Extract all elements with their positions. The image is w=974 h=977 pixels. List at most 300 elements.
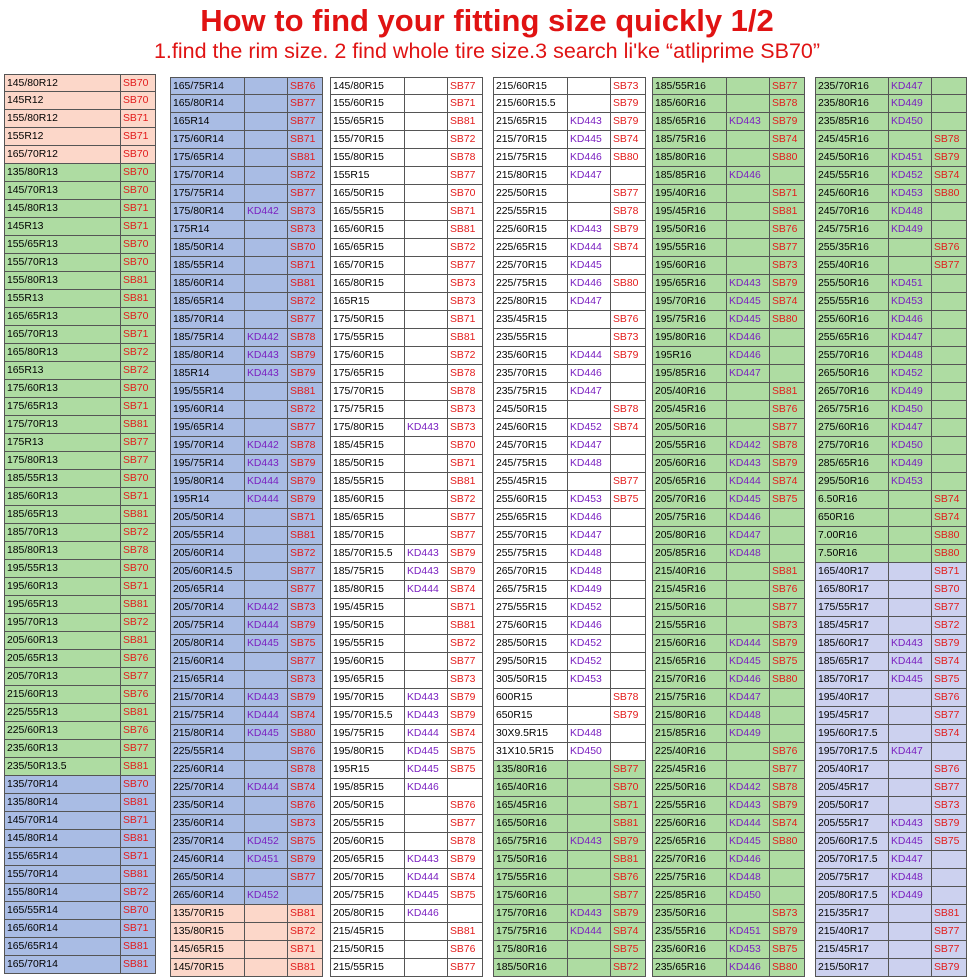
kd-model-cell: KD444 <box>244 779 287 796</box>
sb-model-cell <box>610 167 646 184</box>
table-row <box>170 131 323 149</box>
sb-model-cell: SB70 <box>447 185 483 202</box>
table-row <box>170 329 323 347</box>
table-row <box>815 779 967 797</box>
table-row <box>4 344 156 362</box>
tire-size-cell: 295/50R15 <box>493 653 567 670</box>
tire-size-cell: 205/85R16 <box>652 545 726 562</box>
table-row <box>815 833 967 851</box>
sb-model-cell: SB77 <box>447 815 483 832</box>
tire-size-cell: 135/70R14 <box>4 776 120 793</box>
kd-model-cell: KD442 <box>726 437 769 454</box>
table-row <box>493 959 646 977</box>
kd-model-cell <box>404 203 447 220</box>
table-row <box>330 95 483 113</box>
table-row <box>4 578 156 596</box>
kd-model-cell: KD447 <box>888 743 931 760</box>
kd-model-cell: KD445 <box>726 833 769 850</box>
kd-model-cell <box>244 743 287 760</box>
sb-model-cell: SB70 <box>120 902 156 919</box>
kd-model-cell <box>726 761 769 778</box>
kd-model-cell: KD448 <box>726 707 769 724</box>
tire-size-cell: 225/85R16 <box>652 887 726 904</box>
tire-size-cell: 285/65R16 <box>815 455 888 472</box>
sb-model-cell: SB74 <box>931 725 967 742</box>
sb-model-cell: SB73 <box>447 419 483 436</box>
table-row <box>493 401 646 419</box>
sb-model-cell: SB81 <box>287 149 323 166</box>
tire-size-cell: 225/50R15 <box>493 185 567 202</box>
table-row <box>493 779 646 797</box>
tire-size-cell: 165/50R16 <box>493 815 567 832</box>
tire-size-cell: 195/60R16 <box>652 257 726 274</box>
sb-model-cell: SB74 <box>769 473 805 490</box>
kd-model-cell: KD444 <box>404 869 447 886</box>
tire-size-cell: 175/70R13 <box>4 416 120 433</box>
kd-model-cell: KD453 <box>888 473 931 490</box>
kd-model-cell: KD447 <box>888 419 931 436</box>
tire-size-cell: 185/65R15 <box>330 509 404 526</box>
sb-model-cell: SB73 <box>447 671 483 688</box>
sb-model-cell: SB81 <box>447 473 483 490</box>
tire-size-cell: 195/85R16 <box>652 365 726 382</box>
kd-model-cell: KD443 <box>567 221 610 238</box>
sb-model-cell: SB80 <box>769 311 805 328</box>
table-row <box>815 113 967 131</box>
tire-size-cell: 255/50R16 <box>815 275 888 292</box>
sb-model-cell <box>931 203 967 220</box>
tire-size-cell: 245/70R15 <box>493 437 567 454</box>
kd-model-cell: KD447 <box>888 851 931 868</box>
table-row <box>815 761 967 779</box>
kd-model-cell <box>244 419 287 436</box>
sb-model-cell: SB77 <box>769 761 805 778</box>
sb-model-cell: SB75 <box>769 941 805 958</box>
tire-size-cell: 165/70R14 <box>4 956 120 973</box>
sb-model-cell <box>931 221 967 238</box>
sb-model-cell: SB75 <box>610 941 646 958</box>
tire-size-cell: 295/50R16 <box>815 473 888 490</box>
table-row <box>815 365 967 383</box>
sb-model-cell <box>610 563 646 580</box>
tire-size-cell: 235/50R16 <box>652 905 726 922</box>
table-row <box>493 761 646 779</box>
kd-model-cell <box>404 383 447 400</box>
tire-size-cell: 135/80R16 <box>493 761 567 778</box>
tire-size-cell: 195/65R15 <box>330 671 404 688</box>
table-row <box>815 95 967 113</box>
kd-model-cell <box>404 923 447 940</box>
tire-size-cell: 185/45R17 <box>815 617 888 634</box>
kd-model-cell: KD449 <box>888 95 931 112</box>
sb-model-cell: SB73 <box>447 401 483 418</box>
kd-model-cell <box>244 959 287 976</box>
sb-model-cell: SB81 <box>120 956 156 973</box>
kd-model-cell <box>567 401 610 418</box>
kd-model-cell: KD446 <box>404 905 447 922</box>
sb-model-cell <box>769 869 805 886</box>
tire-size-cell: 205/75R16 <box>652 509 726 526</box>
table-row <box>330 815 483 833</box>
kd-model-cell: KD447 <box>726 689 769 706</box>
tire-size-cell: 225/75R16 <box>652 869 726 886</box>
table-row <box>815 635 967 653</box>
kd-model-cell: KD448 <box>888 869 931 886</box>
table-row <box>815 923 967 941</box>
tire-size-cell: 245/45R16 <box>815 131 888 148</box>
table-row <box>170 473 323 491</box>
sb-model-cell: SB73 <box>769 257 805 274</box>
table-row <box>652 203 805 221</box>
table-row <box>815 491 967 509</box>
tire-size-cell: 145R13 <box>4 218 120 235</box>
sb-model-cell: SB81 <box>447 923 483 940</box>
table-row <box>493 923 646 941</box>
tire-size-cell: 205/50R15 <box>330 797 404 814</box>
table-row <box>652 95 805 113</box>
tire-size-cell: 185/75R14 <box>170 329 244 346</box>
sb-model-cell: SB71 <box>287 509 323 526</box>
kd-model-cell <box>567 959 610 976</box>
sb-model-cell: SB78 <box>769 95 805 112</box>
kd-model-cell <box>888 761 931 778</box>
sb-model-cell: SB80 <box>769 671 805 688</box>
sb-model-cell: SB77 <box>931 779 967 796</box>
kd-model-cell <box>404 329 447 346</box>
tire-size-cell: 205/40R17 <box>815 761 888 778</box>
tire-size-cell: 175/50R16 <box>493 851 567 868</box>
table-row <box>493 563 646 581</box>
table-row <box>170 635 323 653</box>
kd-model-cell <box>888 617 931 634</box>
sb-model-cell <box>610 257 646 274</box>
sb-model-cell: SB77 <box>447 959 483 976</box>
sb-model-cell: SB71 <box>120 920 156 937</box>
table-row <box>4 110 156 128</box>
table-row <box>330 923 483 941</box>
tire-size-cell: 165/80R14 <box>170 95 244 112</box>
kd-model-cell <box>244 257 287 274</box>
table-row <box>493 851 646 869</box>
kd-model-cell: KD446 <box>404 779 447 796</box>
table-row <box>652 473 805 491</box>
kd-model-cell <box>244 815 287 832</box>
table-row <box>493 347 646 365</box>
kd-model-cell <box>726 617 769 634</box>
table-row <box>652 437 805 455</box>
table-row <box>815 401 967 419</box>
table-row <box>815 815 967 833</box>
sb-model-cell: SB80 <box>610 275 646 292</box>
kd-model-cell: KD445 <box>404 761 447 778</box>
kd-model-cell: KD450 <box>888 437 931 454</box>
sb-model-cell: SB76 <box>447 941 483 958</box>
tire-size-cell: 175/70R15 <box>330 383 404 400</box>
table-row <box>815 131 967 149</box>
table-row <box>815 203 967 221</box>
tire-size-cell: 195/85R15 <box>330 779 404 796</box>
tire-size-cell: 205/70R16 <box>652 491 726 508</box>
kd-model-cell: KD452 <box>567 419 610 436</box>
tire-size-cell: 235/50R14 <box>170 797 244 814</box>
tire-size-cell: 275/60R16 <box>815 419 888 436</box>
sb-model-cell: SB71 <box>120 812 156 829</box>
table-row <box>330 959 483 977</box>
kd-model-cell: KD444 <box>244 473 287 490</box>
sb-model-cell: SB73 <box>447 293 483 310</box>
table-row <box>4 722 156 740</box>
table-row <box>4 434 156 452</box>
sb-model-cell: SB71 <box>120 398 156 415</box>
table-row <box>4 146 156 164</box>
table-row <box>493 491 646 509</box>
sb-model-cell: SB79 <box>287 347 323 364</box>
tire-size-cell: 195R14 <box>170 491 244 508</box>
table-row <box>652 779 805 797</box>
kd-model-cell <box>244 311 287 328</box>
table-row <box>815 617 967 635</box>
kd-model-cell: KD447 <box>567 527 610 544</box>
tire-size-cell: 225/55R16 <box>652 797 726 814</box>
table-row <box>493 95 646 113</box>
kd-model-cell: KD451 <box>726 923 769 940</box>
table-row <box>170 257 323 275</box>
sb-model-cell <box>287 887 323 904</box>
tire-size-cell: 245/70R16 <box>815 203 888 220</box>
sb-model-cell: SB80 <box>769 149 805 166</box>
sb-model-cell: SB73 <box>287 203 323 220</box>
sb-model-cell <box>769 689 805 706</box>
sb-model-cell: SB76 <box>447 797 483 814</box>
tire-size-cell: 265/75R16 <box>815 401 888 418</box>
table-row <box>493 365 646 383</box>
kd-model-cell: KD445 <box>726 653 769 670</box>
kd-model-cell: KD448 <box>567 725 610 742</box>
table-row <box>652 383 805 401</box>
kd-model-cell: KD442 <box>244 437 287 454</box>
sb-model-cell: SB76 <box>769 581 805 598</box>
tire-size-cell: 225/70R15 <box>493 257 567 274</box>
table-row <box>170 527 323 545</box>
sb-model-cell: SB72 <box>120 362 156 379</box>
table-row <box>4 470 156 488</box>
tire-size-cell: 235/55R15 <box>493 329 567 346</box>
tire-size-cell: 135/80R13 <box>4 164 120 181</box>
sb-model-cell: SB76 <box>931 689 967 706</box>
tire-size-cell: 165/40R17 <box>815 563 888 580</box>
tire-size-cell: 225/55R15 <box>493 203 567 220</box>
table-row <box>4 272 156 290</box>
table-row <box>652 887 805 905</box>
table-row <box>652 671 805 689</box>
sb-model-cell <box>610 671 646 688</box>
sb-model-cell: SB81 <box>120 272 156 289</box>
kd-model-cell <box>567 473 610 490</box>
table-row <box>493 419 646 437</box>
kd-model-cell: KD450 <box>888 113 931 130</box>
table-row <box>493 653 646 671</box>
kd-model-cell: KD449 <box>888 383 931 400</box>
tire-size-cell: 225/65R16 <box>652 833 726 850</box>
kd-model-cell <box>726 149 769 166</box>
kd-model-cell <box>567 311 610 328</box>
sb-model-cell: SB72 <box>447 635 483 652</box>
tire-size-cell: 215/80R16 <box>652 707 726 724</box>
kd-model-cell <box>244 383 287 400</box>
tire-size-cell: 195/70R17.5 <box>815 743 888 760</box>
sb-model-cell: SB81 <box>120 506 156 523</box>
kd-model-cell <box>404 131 447 148</box>
tire-size-cell: 185/70R17 <box>815 671 888 688</box>
table-row <box>815 347 967 365</box>
tire-size-cell: 195/55R15 <box>330 635 404 652</box>
table-row <box>815 689 967 707</box>
tire-size-cell: 215/70R14 <box>170 689 244 706</box>
sb-model-cell: SB78 <box>287 437 323 454</box>
tire-size-cell: 215/40R17 <box>815 923 888 940</box>
table-row <box>652 77 805 95</box>
table-row <box>170 941 323 959</box>
kd-model-cell <box>888 923 931 940</box>
table-row <box>815 455 967 473</box>
tire-size-cell: 235/60R15 <box>493 347 567 364</box>
sb-model-cell: SB71 <box>447 203 483 220</box>
kd-model-cell: KD443 <box>888 815 931 832</box>
kd-model-cell: KD445 <box>244 725 287 742</box>
table-row <box>170 347 323 365</box>
tire-size-cell: 265/50R14 <box>170 869 244 886</box>
sb-model-cell <box>610 365 646 382</box>
table-row <box>815 725 967 743</box>
tire-size-cell: 235/75R15 <box>493 383 567 400</box>
sb-model-cell: SB81 <box>447 113 483 130</box>
sb-model-cell: SB77 <box>610 473 646 490</box>
table-row <box>330 509 483 527</box>
kd-model-cell: KD452 <box>567 599 610 616</box>
sb-model-cell <box>931 869 967 886</box>
sb-model-cell: SB76 <box>120 722 156 739</box>
sb-model-cell: SB77 <box>610 185 646 202</box>
sb-model-cell: SB72 <box>120 614 156 631</box>
kd-model-cell <box>888 131 931 148</box>
table-row <box>4 560 156 578</box>
table-row <box>170 239 323 257</box>
table-row <box>493 257 646 275</box>
kd-model-cell <box>404 239 447 256</box>
tire-size-cell: 255/45R15 <box>493 473 567 490</box>
sb-model-cell: SB75 <box>931 833 967 850</box>
tire-size-cell: 175/60R14 <box>170 131 244 148</box>
sb-model-cell: SB71 <box>287 941 323 958</box>
kd-model-cell: KD443 <box>888 635 931 652</box>
table-row <box>815 329 967 347</box>
tire-size-cell: 205/80R17.5 <box>815 887 888 904</box>
tire-size-cell: 31X10.5R15 <box>493 743 567 760</box>
table-row <box>493 311 646 329</box>
table-row <box>330 185 483 203</box>
table-row <box>815 311 967 329</box>
tire-size-cell: 205/60R14.5 <box>170 563 244 580</box>
tire-size-cell: 255/60R16 <box>815 311 888 328</box>
table-row <box>170 77 323 95</box>
table-row <box>652 563 805 581</box>
tire-size-cell: 215/75R16 <box>652 689 726 706</box>
table-row <box>815 887 967 905</box>
table-row <box>652 419 805 437</box>
kd-model-cell <box>404 311 447 328</box>
kd-model-cell: KD447 <box>567 293 610 310</box>
tire-size-cell: 215/60R15 <box>493 78 567 94</box>
table-row <box>330 203 483 221</box>
table-row <box>493 221 646 239</box>
kd-model-cell: KD443 <box>404 689 447 706</box>
tire-size-cell: 175/65R15 <box>330 365 404 382</box>
sb-model-cell: SB79 <box>931 815 967 832</box>
kd-model-cell <box>404 959 447 976</box>
sb-model-cell: SB79 <box>447 563 483 580</box>
sb-model-cell <box>931 437 967 454</box>
kd-model-cell: KD445 <box>567 257 610 274</box>
sb-model-cell: SB71 <box>447 95 483 112</box>
sb-model-cell: SB74 <box>610 923 646 940</box>
sb-model-cell: SB71 <box>120 326 156 343</box>
table-row <box>652 311 805 329</box>
kd-model-cell <box>888 239 931 256</box>
tire-size-cell: 195R15 <box>330 761 404 778</box>
table-row <box>170 779 323 797</box>
tire-size-cell: 235/60R16 <box>652 941 726 958</box>
table-row <box>4 758 156 776</box>
kd-model-cell: KD443 <box>726 455 769 472</box>
tire-size-cell: 225/60R14 <box>170 761 244 778</box>
sb-model-cell: SB74 <box>447 869 483 886</box>
tire-size-cell: 155/70R15 <box>330 131 404 148</box>
kd-model-cell <box>567 761 610 778</box>
kd-model-cell: KD446 <box>726 959 769 976</box>
tire-size-cell: 185/50R15 <box>330 455 404 472</box>
table-row <box>4 182 156 200</box>
kd-model-cell: KD442 <box>244 203 287 220</box>
tire-size-cell: 275/70R16 <box>815 437 888 454</box>
tire-size-cell: 225/40R16 <box>652 743 726 760</box>
sb-model-cell: SB74 <box>931 167 967 184</box>
tire-size-cell: 155/65R15 <box>330 113 404 130</box>
tire-size-cell: 185/60R13 <box>4 488 120 505</box>
table-row <box>815 149 967 167</box>
tire-size-cell: 215/35R17 <box>815 905 888 922</box>
table-row <box>170 761 323 779</box>
kd-model-cell <box>244 221 287 238</box>
table-row <box>4 218 156 236</box>
table-row <box>4 884 156 902</box>
tire-size-cell: 155/80R12 <box>4 110 120 127</box>
kd-model-cell: KD451 <box>244 851 287 868</box>
kd-model-cell <box>726 383 769 400</box>
sb-model-cell: SB80 <box>287 725 323 742</box>
kd-model-cell <box>244 185 287 202</box>
kd-model-cell <box>404 221 447 238</box>
sb-model-cell <box>931 113 967 130</box>
tire-size-cell: 195/80R15 <box>330 743 404 760</box>
kd-model-cell <box>567 851 610 868</box>
kd-model-cell <box>404 941 447 958</box>
sb-model-cell: SB78 <box>769 779 805 796</box>
tire-size-cell: 235/70R14 <box>170 833 244 850</box>
kd-model-cell: KD442 <box>244 329 287 346</box>
table-row <box>170 509 323 527</box>
sb-model-cell: SB77 <box>287 419 323 436</box>
tire-size-cell: 195/40R16 <box>652 185 726 202</box>
